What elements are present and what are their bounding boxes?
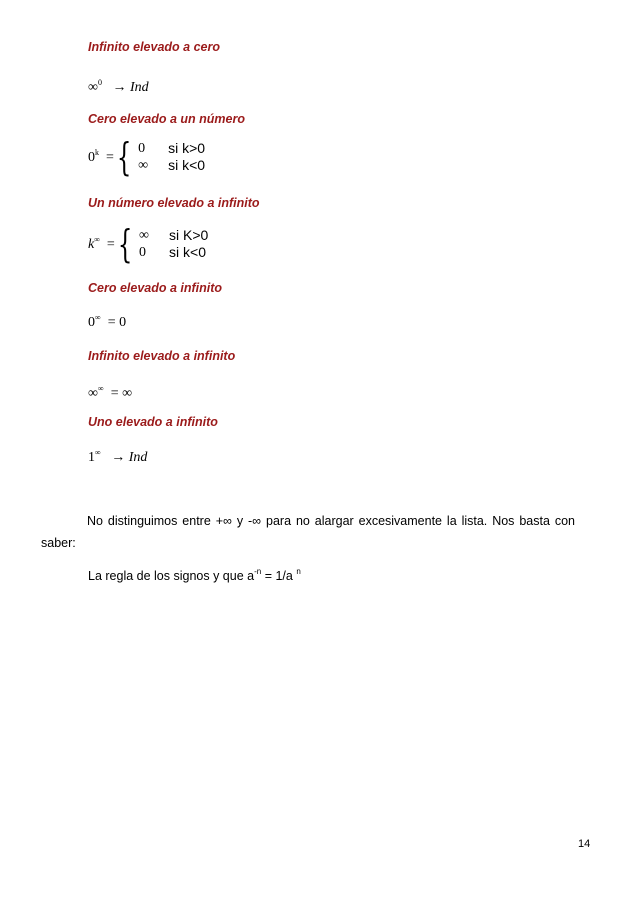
formula-infinity-to-infinity [88, 384, 132, 402]
formula-result: ∞ [122, 386, 133, 401]
formula-lhs [88, 235, 115, 253]
arrow-symbol: → [111, 450, 126, 465]
heading-one-to-infinity: Uno elevado a infinito [88, 415, 218, 429]
case-row [139, 244, 208, 261]
formula-infinity-to-zero [88, 78, 149, 96]
formula-base: ∞ [88, 80, 98, 95]
heading-zero-to-infinity: Cero elevado a infinito [88, 281, 223, 295]
case-value: 0 [138, 141, 146, 156]
formula-base: 1 [88, 450, 95, 465]
formula-number-to-infinity [88, 222, 209, 266]
formula-exponent: 0 [97, 78, 102, 87]
rule-exponent-neg: -n [254, 567, 262, 576]
case-value: ∞ [138, 158, 149, 173]
formula-base: ∞ [88, 386, 98, 401]
left-brace: { [116, 135, 132, 179]
rule-line [88, 567, 301, 583]
cases [138, 140, 205, 174]
case-condition: si k<0 [168, 157, 206, 173]
equals-symbol: = [107, 315, 116, 330]
note-text: No distinguimos entre +∞ y -∞ para no alargar excesivamente la lista. Nos basta con saber: [41, 514, 575, 550]
equals-symbol: = [106, 237, 115, 252]
formula-exponent: ∞ [95, 448, 101, 457]
rule-middle: = 1/a [261, 569, 297, 583]
formula-lhs [88, 148, 114, 166]
cases [139, 227, 208, 261]
heading-infinity-to-infinity: Infinito elevado a infinito [88, 349, 236, 363]
formula-one-to-infinity [88, 448, 147, 466]
heading-number-to-infinity: Un número elevado a infinito [88, 196, 260, 210]
case-value: 0 [139, 245, 147, 260]
case-condition: si k<0 [169, 244, 206, 260]
case-value: ∞ [139, 228, 149, 243]
equals-symbol: = [106, 150, 114, 165]
rule-text: La regla de los signos y que a [88, 569, 255, 583]
formula-exponent: k [95, 148, 99, 157]
formula-result: Ind [129, 80, 149, 95]
formula-base: 0 [88, 315, 95, 330]
rule-exponent: n [296, 567, 301, 576]
case-condition: si k>0 [168, 140, 206, 156]
formula-result: Ind [128, 450, 148, 465]
formula-base: k [88, 237, 95, 252]
formula-base: 0 [88, 150, 95, 165]
case-row [138, 140, 205, 157]
formula-result: 0 [119, 315, 127, 330]
formula-zero-to-infinity [88, 313, 126, 331]
formula-exponent: ∞ [94, 235, 100, 244]
equals-symbol: = [110, 386, 119, 401]
heading-infinity-to-zero: Infinito elevado a cero [88, 40, 220, 54]
case-condition: si K>0 [169, 227, 209, 243]
case-row [138, 157, 205, 174]
note-paragraph [41, 510, 575, 554]
heading-zero-to-number: Cero elevado a un número [88, 112, 245, 126]
case-row [139, 227, 208, 244]
formula-zero-to-number [88, 135, 206, 179]
arrow-symbol: → [112, 80, 127, 95]
formula-exponent: ∞ [95, 313, 101, 322]
page-number: 14 [578, 838, 591, 850]
formula-exponent: ∞ [97, 384, 104, 393]
left-brace: { [117, 222, 133, 266]
